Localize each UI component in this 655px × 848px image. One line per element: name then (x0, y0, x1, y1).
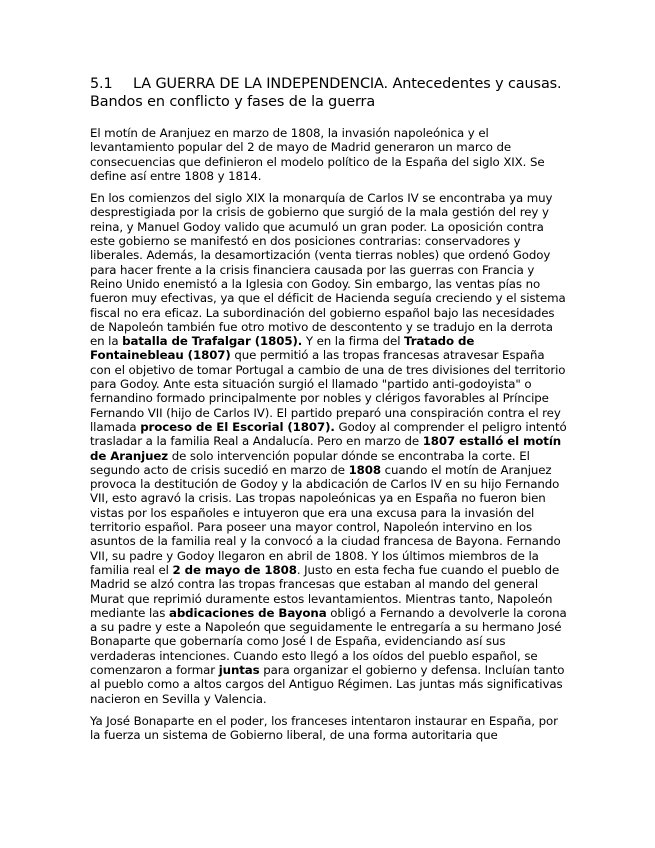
paragraph (90, 126, 568, 183)
text-run: para organizar el gobierno y defensa. Incluían tanto al pueblo como a altos cargos del Antiguo Régimen. Las juntas más significativas nacieron en Sevilla y Valencia. (90, 662, 565, 706)
bold-text: Tratado de Fontainebleau (1807) (90, 334, 475, 363)
text-run: que permitió a las tropas francesas atravesar España con el objetivo de tomar Portugal a cambio de una de tres divisiones del territorio para Godoy. Ante esta situación surgió el llamado "partido anti-godoyista" o fernandino formado principalmente por nobles y clérigos favorables al Príncipe Fernando VII (hijo de Carlos IV). El partido preparó una conspiración contra el rey llamada (90, 348, 566, 434)
text-run: cuando el motín de Aranjuez provoca la destitución de Godoy y la abdicación de Carlos IV en su hijo Fernando VII, esto agravó la crisis. Las tropas napoleónicas ya en España no fueron bien vistas por los españoles e intuyeron que era una excusa para la invasión del territorio español. Para poseer una mayor control, Napoleón intervino en los asuntos de la familia real y la convocó a la ciudad francesa de Bayona. Fernando VII, su padre y Godoy llegaron en abril de 1808. Y los últimos miembros de la familia real el (90, 462, 561, 577)
bold-text: 1808 (348, 462, 381, 477)
paragraph (90, 191, 568, 706)
bold-text: proceso de El Escorial (1807). (140, 419, 335, 434)
text-run: El motín de Aranjuez en marzo de 1808, la invasión napoleónica y el levantamiento popular del 2 de mayo de Madrid generaron un marco de consecuencias que definieron el modelo político de la España del siglo XIX. Se define así entre 1808 y 1814. (90, 126, 545, 183)
section-title: LA GUERRA DE LA INDEPENDENCIA (133, 76, 384, 92)
bold-text: 1807 estalló el motín de Aranjuez (90, 434, 562, 463)
text-run: Godoy al comprender el peligro intentó trasladar a la familia Real a Andalucía. Pero en marzo de (90, 419, 567, 449)
document-page (90, 76, 568, 750)
bold-text: juntas (218, 662, 260, 677)
text-run: En los comienzos del siglo XIX la monarquía de Carlos IV se encontraba ya muy desprestigiada por la crisis de gobierno que surgió de la mala gestión del rey y reina, y Manuel Godoy valido que acumuló un gran poder. La oposición contra este gobierno se manifestó en dos posiciones contrarias: conservadores y liberales. Además, la desamortización (venta tierras nobles) que ordenó Godoy para hacer frente a la crisis financiera causada por las guerras con Francia y Reino Unido enemistó a la Iglesia con Godoy. Sin embargo, las ventas pías no fueron muy efectivas, ya que el déficit de Hacienda seguía creciendo y el sistema fiscal no era eficaz. La subordinación del gobierno español bajo las necesidades de Napoleón también fue otro motivo de descontento y se tradujo en la derrota en la (90, 191, 566, 349)
paragraph (90, 714, 568, 743)
text-run: de solo intervención popular dónde se encontraba la corte. El segundo acto de crisis sucedió en marzo de (90, 448, 530, 477)
text-run: . Justo en esta fecha fue cuando el pueblo de Madrid se alzó contra las tropas francesas que estaban al mando del general Murat que reprimió duramente estos levantamientos. Mientras tanto, Napoleón mediante las (90, 562, 560, 620)
bold-text: 2 de mayo de 1808 (172, 562, 297, 577)
text-run: obligó a Fernando a devolverle la corona a su padre y este a Napoleón que seguidamente le entregaría a su hermano José Bonaparte que gobernaría como José I de España, evidenciando así sus verdaderas intenciones. Cuando esto llegó a los oídos del pueblo español, se comenzaron a formar (90, 605, 567, 677)
bold-text: batalla de Trafalgar (1805). (122, 334, 303, 349)
section-number: 5.1 (90, 76, 113, 92)
bold-text: abdicaciones de Bayona (168, 605, 327, 620)
section-subtitle: . Antecedentes y causas. Bandos en conflicto y fases de la guerra (90, 76, 562, 110)
section-heading (90, 76, 568, 111)
text-run: Y en la firma del (302, 334, 405, 349)
text-run: Ya José Bonaparte en el poder, los franceses intentaron instaurar en España, por la fuerza un sistema de Gobierno liberal, de una forma autoritaria que (90, 713, 558, 743)
body-text (90, 126, 568, 742)
